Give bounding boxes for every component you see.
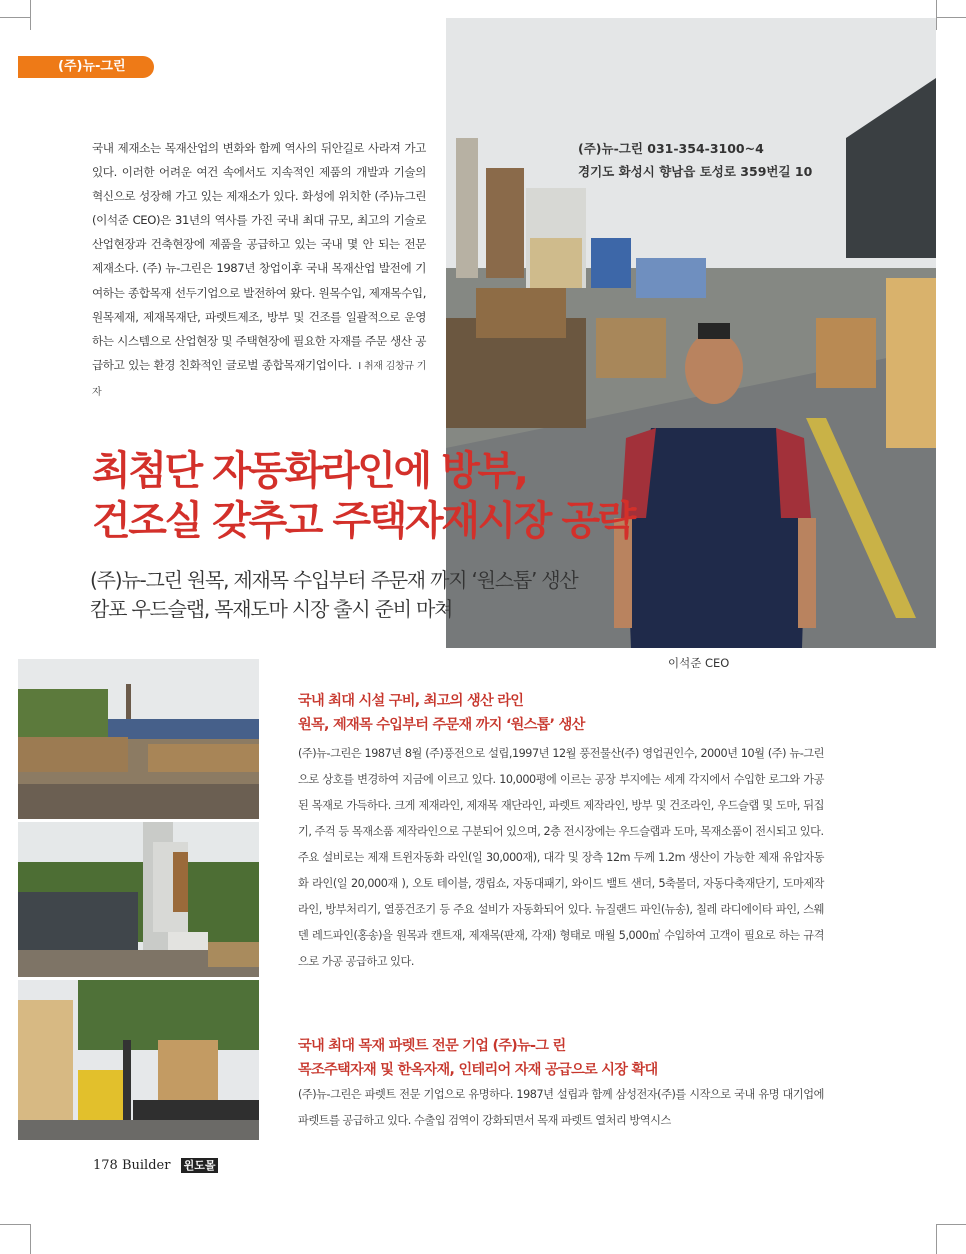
hero-caption: 이석준 CEO — [668, 656, 730, 670]
byline: I 취재 김창규 기자 — [92, 360, 426, 398]
crop-mark — [936, 1224, 937, 1254]
photo-log-yard — [18, 659, 259, 819]
sawmill-illustration — [18, 822, 259, 977]
contact-address: 경기도 화성시 향남읍 토성로 359번길 10 — [578, 164, 813, 179]
section-1-heading-2: 원목, 제재목 수입부터 주문재 까지 ‘원스톱’ 생산 — [298, 717, 585, 733]
crop-mark — [30, 0, 31, 30]
subheadline — [90, 566, 650, 624]
log-yard-illustration — [18, 659, 259, 819]
photo-sawmill-equipment — [18, 822, 259, 977]
contact-phone: (주)뉴-그린 031-354-3100~4 — [578, 141, 764, 156]
crop-mark — [936, 17, 966, 18]
section-1-heading-1: 국내 최대 시설 구비, 최고의 생산 라인 — [298, 693, 524, 709]
page-footer — [93, 1158, 218, 1173]
photo-forklift-lumber — [18, 980, 259, 1140]
section-2-heading-2: 목조주택자재 및 한옥자재, 인테리어 자재 공급으로 시장 확대 — [298, 1062, 658, 1078]
section-2-paragraph-1: (주)뉴-그린은 파렛트 전문 기업으로 유명하다. 1987년 설립과 함께 삼성전자(주)를 시작으로 국내 유명 대기업에 파렛트를 공급하고 있다. 수출입 검역이 강화되면서 목재 파렛트 열처리 방역시스 — [298, 1088, 824, 1127]
hero-illustration — [446, 18, 936, 648]
headline-line-1: 최첨단 자동화라인에 방부, — [92, 448, 527, 494]
section-pallet — [298, 1034, 824, 1134]
intro-text: 국내 제재소는 목재산업의 변화와 함께 역사의 뒤안길로 사라져 가고 있다. 이러한 어려운 여건 속에서도 지속적인 제품의 개발과 기술의 혁신으로 성장해 가고 있는 제재소가 있다. 화성에 위치한 (주)뉴그린(이석준 CEO)은 31년의 역사를 가진 국내 최대 규모, 최고의 기술로 산업현장과 건축현장에 제품을 공급하고 있는 국내 몇 안 되는 전문 제재소다. (주) 뉴-그린은 1987년 창업이후 국내 목재산업 발전에 기여하는 종합목재 선두기업으로 발전하여 왔다. 원목수입, 제재목수입, 원목제재, 제재목재단, 파렛트제조, 방부 및 건조를 일괄적으로 운영하는 시스템으로 산업현장 및 주택현장에 필요한 자재를 주문 생산 공급하고 있는 환경 친화적인 글로벌 종합목재기업이다. — [92, 141, 426, 372]
crop-mark — [30, 1224, 31, 1254]
crop-mark — [936, 1224, 966, 1225]
section-1-paragraph-2: 주요 설비로는 제재 트윈자동화 라인(일 30,000재), 대각 및 장측 12m 두께 1.2m 생산이 가능한 제재 유압자동화 라인(일 20,000재 ), 오토 테이블, 갱립쇼, 자동대패기, 와이드 밸트 샌더, 5축몰더, 자동다축재단기, 도마제작라인, 방부처리기, 열풍건조기 등 주요 설비가 자동화되어 있다. 뉴질랜드 파인(뉴송), 칠레 라디에이타 파인, 스웨덴 레드파인(홍송)을 원목과 캔트재, 제재목(판재, 각재) 형태로 매월 5,000㎥ 수입하여 고객이 필요로 하는 규격으로 가공 공급하고 있다. — [298, 851, 824, 968]
crop-mark — [936, 0, 937, 30]
forklift-illustration — [18, 980, 259, 1140]
contact-info — [578, 137, 812, 183]
subheadline-line-1: (주)뉴-그린 원목, 제재목 수입부터 주문재 까지 ‘원스톱’ 생산 — [90, 568, 578, 592]
headline-line-2: 건조실 갖추고 주택자재시장 공략 — [92, 498, 634, 544]
intro-paragraph — [92, 136, 426, 405]
hero-photo-ceo-lumberyard — [446, 18, 936, 648]
crop-mark — [0, 17, 30, 18]
page-number: 178 — [93, 1158, 118, 1173]
section-tag: (주)뉴-그린 — [18, 56, 154, 78]
subheadline-line-2: 캄포 우드슬랩, 목재도마 시장 출시 준비 마쳐 — [90, 597, 453, 621]
magazine-name: Builder — [121, 1158, 171, 1173]
brand-badge: 윈도몰 — [181, 1158, 219, 1173]
headline — [92, 446, 652, 546]
section-1-paragraph-1: (주)뉴-그린은 1987년 8월 (주)풍전으로 설립,1997년 12월 풍전물산(주) 영업권인수, 2000년 10월 (주) 뉴-그린으로 상호를 변경하여 지금에 이르고 있다. 10,000평에 이르는 공장 부지에는 세계 각지에서 수입한 로그와 가공된 목재로 가득하다. 크게 제재라인, 제재목 재단라인, 파렛트 제작라인, 방부 및 건조라인, 우드슬랩 및 도마, 뒤집기, 주걱 등 목재소품 제작라인으로 구분되어 있으며, 2층 전시장에는 우드슬랩과 도마, 목재소품이 전시되고 있다. — [298, 747, 824, 838]
section-facilities — [298, 689, 824, 975]
crop-mark — [0, 1224, 30, 1225]
section-2-heading-1: 국내 최대 목재 파렛트 전문 기업 (주)뉴-그 린 — [298, 1038, 566, 1054]
